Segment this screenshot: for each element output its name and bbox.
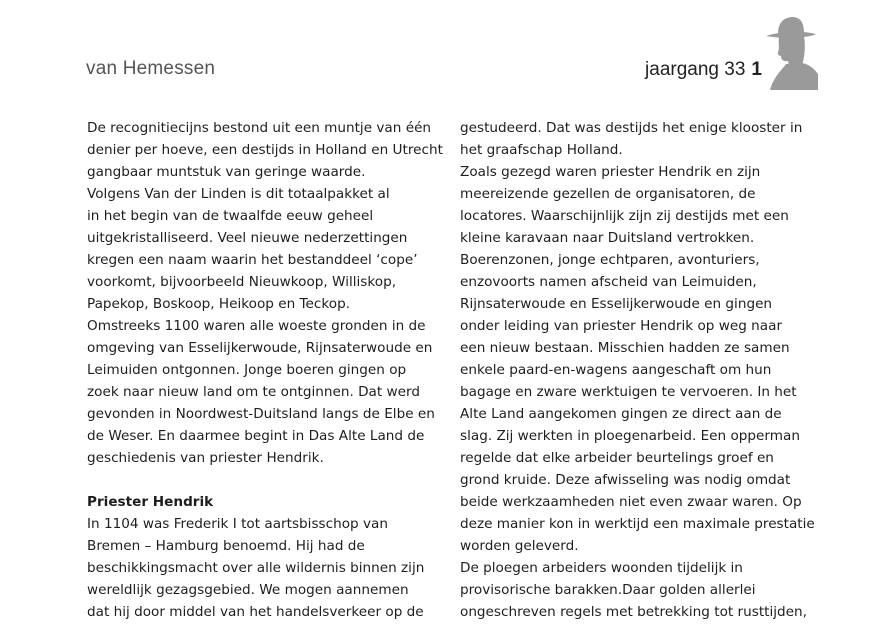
text-line: Leimuiden ontgonnen. Jonge boeren gingen op [87,362,407,378]
section-heading: Priester Hendrik [87,494,214,510]
text-line: meereizende gezellen de organisatoren, de [460,186,756,202]
text-line: voorkomt, bijvoorbeeld Nieuwkoop, Williskop, [87,274,397,290]
text-line: beschikkingsmacht over alle wildernis binnen zijn [87,560,425,576]
text-line: kregen een naam waarin het bestanddeel ‘cope’ [87,252,418,268]
text-line: gevonden in Noordwest-Duitsland langs de Elbe en [87,406,435,422]
text-line: het graafschap Holland. [460,142,623,158]
text-line: Zoals gezegd waren priester Hendrik en zijn [460,164,761,180]
text-line: de Weser. En daarmee begint in Das Alte Land de [87,428,425,444]
text-line: Boerenzonen, jonge echtparen, avonturiers, [460,252,760,268]
text-line: locatores. Waarschijnlijk zijn zij destijds met een [460,208,789,224]
publication-title: van Hemessen [86,58,216,79]
text-line: ongeschreven regels met betrekking tot rusttijden, [460,604,807,620]
text-line: zoek naar nieuw land om te ontginnen. Dat werd [87,384,421,400]
right-column [460,117,815,623]
text-line: denier per hoeve, een destijds in Holland en Utrecht [87,142,443,158]
text-line: omgeving van Esselijkerwoude, Rijnsaterwoude en [87,340,433,356]
paragraph-recognitiecijns [87,117,443,469]
text-line: De ploegen arbeiders woonden tijdelijk in [460,560,743,576]
text-line: gestudeerd. Dat was destijds het enige klooster in [460,120,803,136]
page-number: 1 [751,59,762,80]
text-line: provisorische barakken.Daar golden allerlei [460,582,756,598]
paragraph-frederik [87,513,427,623]
text-line: slag. Zij werkten in ploegenarbeid. Een opperman [460,428,800,444]
text-line: enkele paard-en-wagens aangeschaft om hun [460,362,772,378]
text-line: onder leiding van priester Hendrik op weg naar [460,318,783,334]
man-with-hat-silhouette-icon [762,14,818,92]
text-line: uitgekristalliseerd. Veel nieuwe nederzettingen [87,230,408,246]
volume-label: jaargang 33 [645,59,746,80]
text-line: gangbaar muntstuk van geringe waarde. [87,164,366,180]
text-line: De recognitiecijns bestond uit een muntje van één [87,120,432,136]
text-line: kleine karavaan naar Duitsland vertrokken. [460,230,755,246]
text-line: beide werkzaamheden niet even zwaar waren. Op [460,494,802,510]
text-line: deze manier kon in werktijd een maximale prestatie [460,516,815,532]
text-line: Rijnsaterwoude en Esselijkerwoude en gingen [460,296,773,312]
text-line: worden geleverd. [460,538,579,554]
text-line: Volgens Van der Linden is dit totaalpakket al [87,186,390,202]
text-line: Alte Land aangekomen gingen ze direct aan de [460,406,782,422]
text-line: grond kruide. Deze afwisseling was nodig omdat [460,472,791,488]
text-line: regelde dat elke arbeider beurtelings groef en [460,450,774,466]
text-line: enzovoorts namen afscheid van Leimuiden, [460,274,757,290]
text-line: Papekop, Boskoop, Heikoop en Teckop. [87,296,351,312]
page-header-right [645,59,762,81]
text-line: geschiedenis van priester Hendrik. [87,450,324,466]
text-line: Bremen – Hamburg benoemd. Hij had de [87,538,365,554]
paragraph-spacer [87,469,427,491]
left-column [87,117,443,623]
text-line: in het begin van de twaalfde eeuw geheel [87,208,374,224]
text-line: wereldlijk gezagsgebied. We mogen aannemen [87,582,409,598]
text-line: In 1104 was Frederik I tot aartsbisschop van [87,516,388,532]
text-line: Omstreeks 1100 waren alle woeste gronden in de [87,318,426,334]
text-line: bagage en zware werktuigen te vervoeren. In het [460,384,797,400]
text-line: een nieuw bestaan. Misschien hadden ze samen [460,340,790,356]
text-line: dat hij door middel van het handelsverkeer op de [87,604,424,620]
